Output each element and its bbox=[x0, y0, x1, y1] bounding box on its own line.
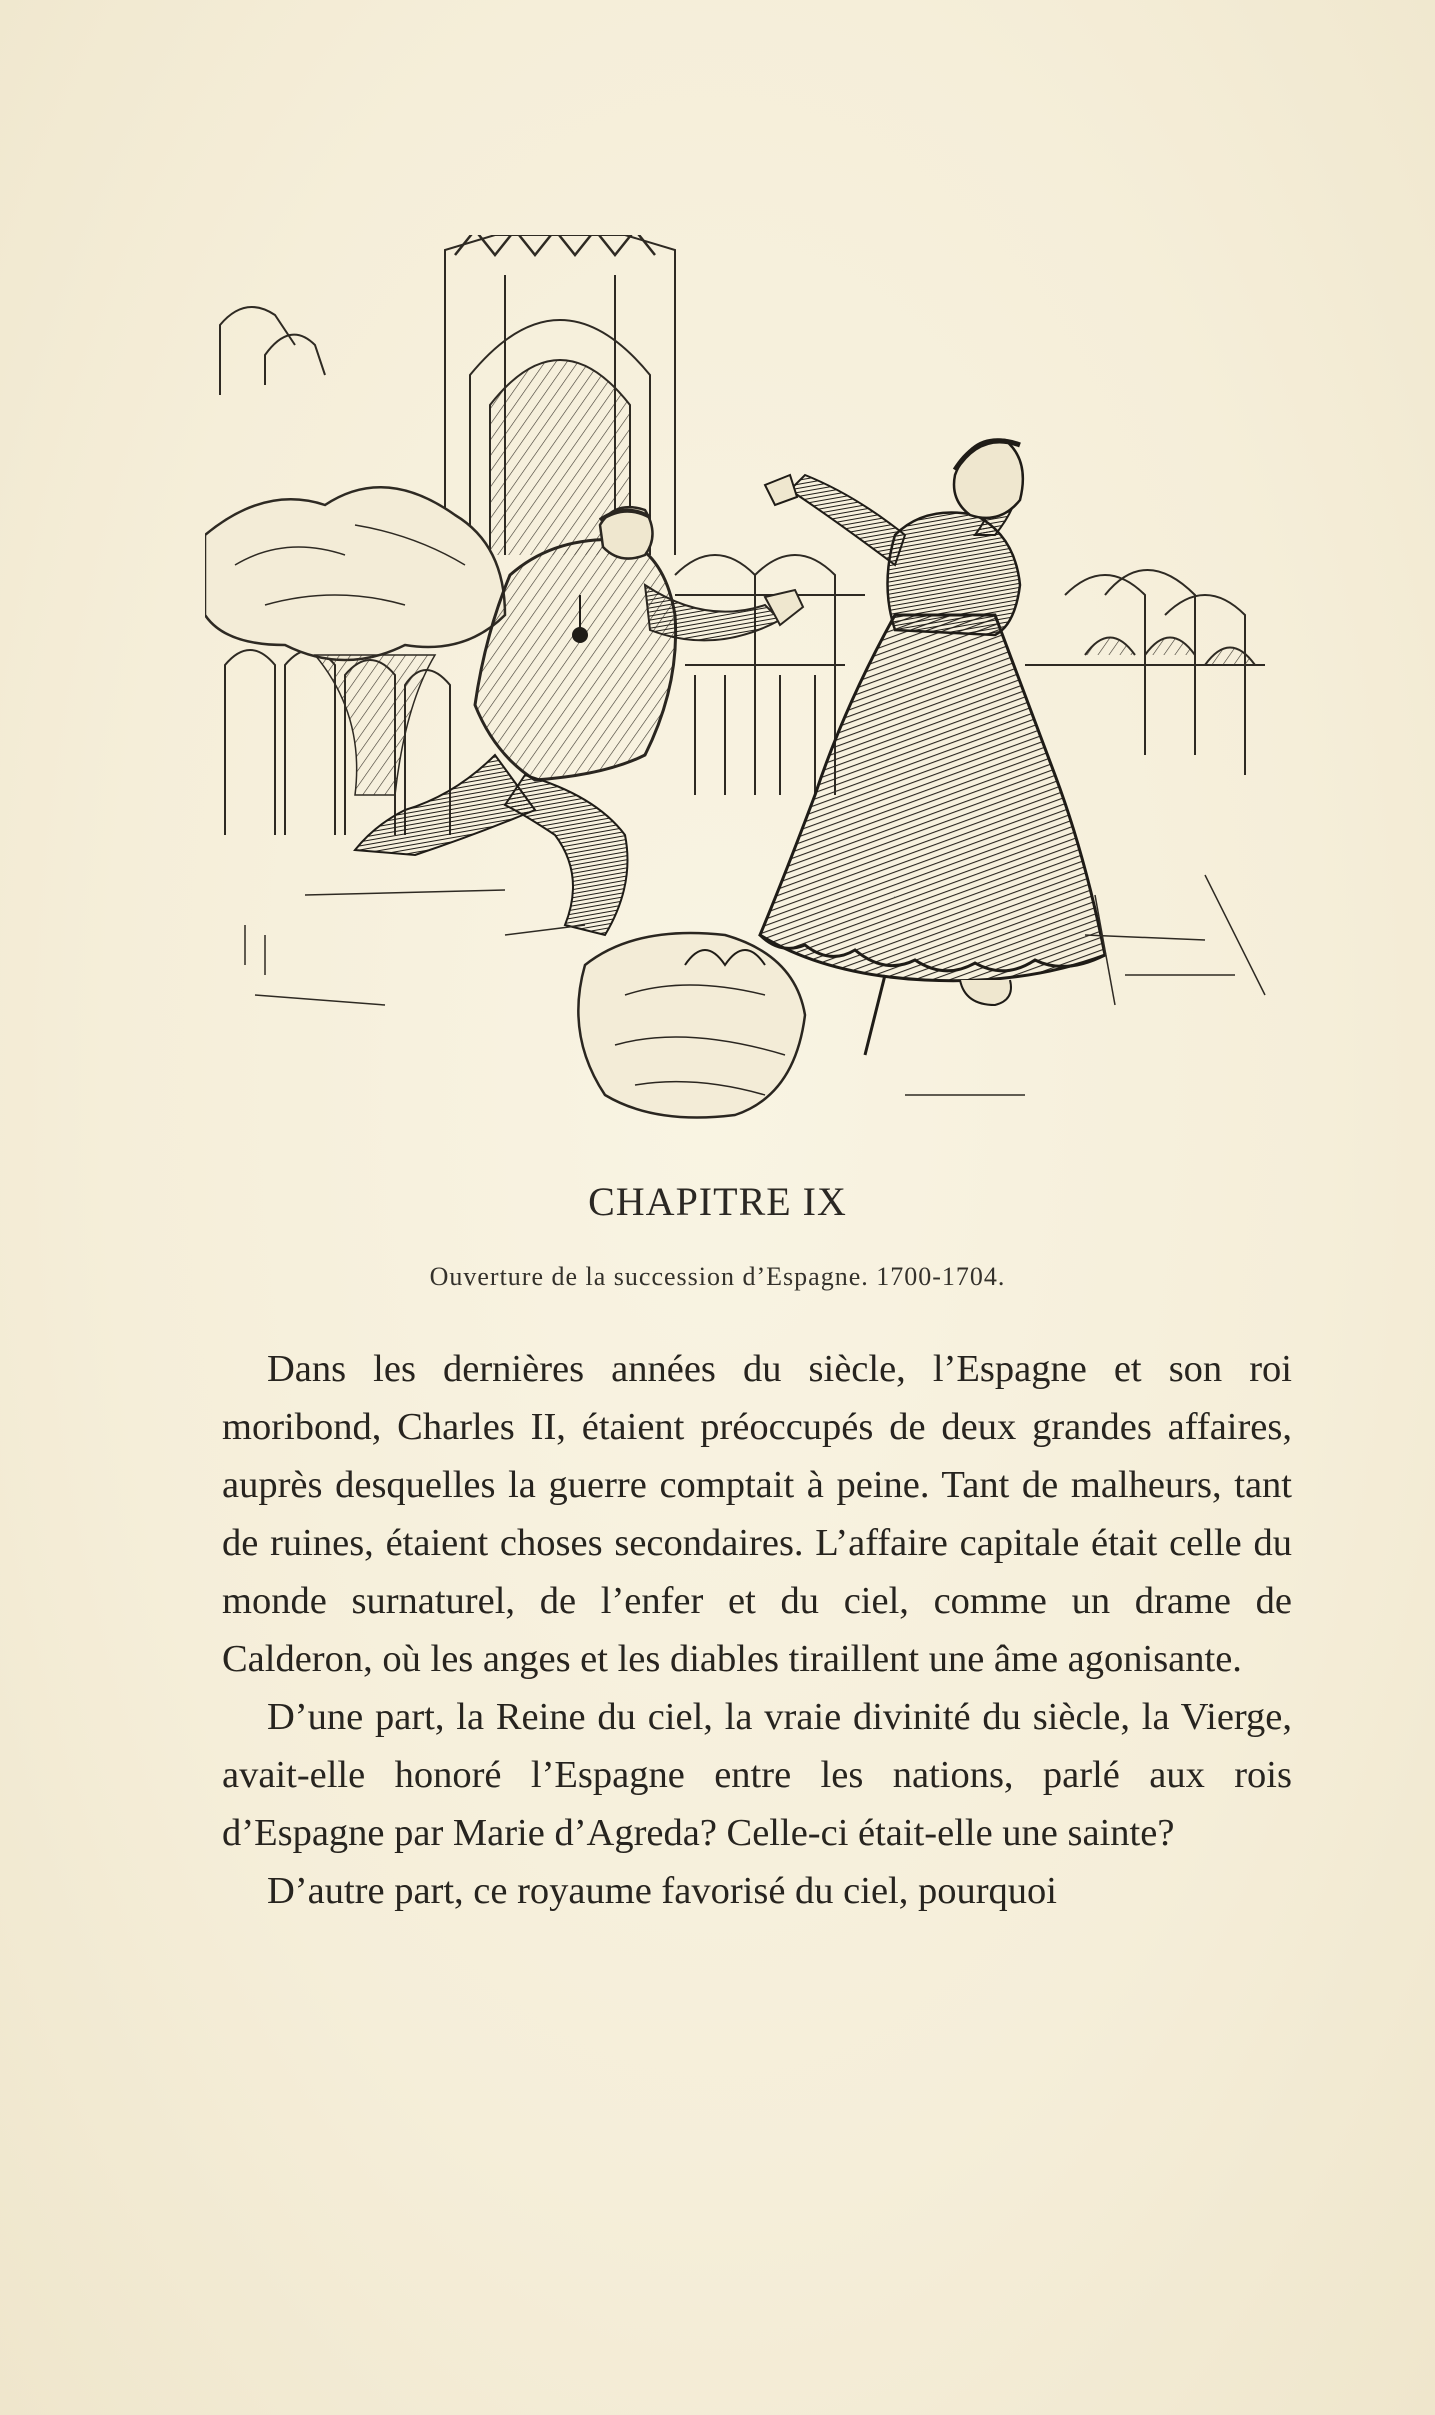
engraving-illustration bbox=[205, 235, 1300, 1125]
foreground-cushion bbox=[578, 933, 805, 1118]
drapery-heap bbox=[205, 487, 505, 795]
paragraph-1: Dans les dernières années du siècle, l’Espagne et son roi moribond, Charles II, étaient préoccupés de deux grandes affaires, auprès desquelles la guerre comptait à peine. Tant de malheurs, tant de ruines, étaient choses secondaires. L’affaire capitale était celle du monde surnaturel, de l’enfer et du ciel, comme un drame de Calderon, où les anges et les diables tiraillent une âme agonisante. bbox=[222, 1348, 1292, 1680]
paragraph-2: D’une part, la Reine du ciel, la vraie divinité du siècle, la Vierge, avait-elle honoré l’Espagne entre les nations, parlé aux rois d’Espagne par Marie d’Agreda? Celle-ci était-elle une sainte? bbox=[222, 1696, 1292, 1854]
paragraph-3: D’autre part, ce royaume favorisé du ciel, pourquoi bbox=[267, 1870, 1058, 1912]
body-text bbox=[222, 1340, 1292, 1920]
chapter-title: CHAPITRE IX bbox=[588, 1179, 847, 1224]
standing-woman bbox=[760, 439, 1105, 1055]
chapter-subtitle: Ouverture de la succession d’Espagne. 1700-1704. bbox=[429, 1262, 1006, 1291]
